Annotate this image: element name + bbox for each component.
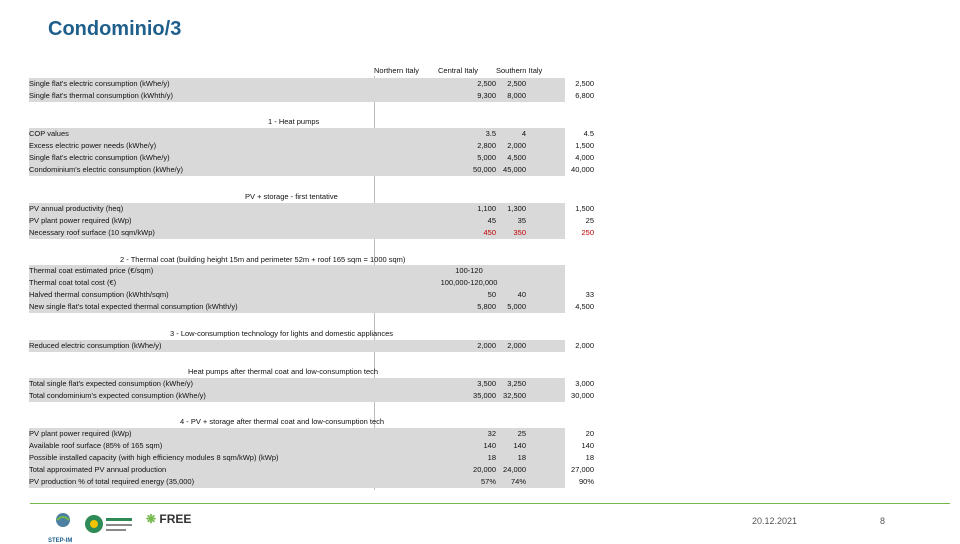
free-icon: ❋ <box>146 512 157 526</box>
value-south: 18 <box>585 453 594 462</box>
row-label: Total condominium's expected consumption (kWhe/y) <box>29 391 206 400</box>
value-north: 20,000 <box>473 465 496 474</box>
value-central: 24,000 <box>503 465 526 474</box>
value-central: 5,000 <box>507 302 526 311</box>
row-label: Possible installed capacity (with high efficiency modules 8 sqm/kWp) (kWp) <box>29 453 279 462</box>
value-merged: 100-120 <box>455 266 483 275</box>
table-row <box>29 301 594 313</box>
slide-date: 20.12.2021 <box>752 516 798 526</box>
value-south: 140 <box>581 441 594 450</box>
row-label: Available roof surface (85% of 165 sqm) <box>29 441 163 450</box>
table-row <box>29 215 594 227</box>
section-pv-first: PV + storage - first tentative <box>245 192 338 201</box>
row-label: PV plant power required (kWp) <box>29 216 132 225</box>
table-row <box>29 78 594 90</box>
value-south: 4,500 <box>575 302 594 311</box>
value-merged: 100,000-120,000 <box>440 278 498 287</box>
value-north: 2,800 <box>477 141 496 150</box>
value-south: 33 <box>585 290 594 299</box>
value-north: 5,800 <box>477 302 496 311</box>
value-central: 1,300 <box>507 204 526 213</box>
table-row <box>29 227 594 239</box>
value-north: 50,000 <box>473 165 496 174</box>
value-north: 1,100 <box>477 204 496 213</box>
row-label: Single flat's electric consumption (kWhe/y) <box>29 79 170 88</box>
table-row <box>29 340 594 352</box>
value-south: 25 <box>585 216 594 225</box>
value-south: 30,000 <box>571 391 594 400</box>
row-label: Condominium's electric consumption (kWhe/y) <box>29 165 183 174</box>
row-label: Thermal coat total cost (€) <box>29 278 117 287</box>
table-row <box>29 428 594 440</box>
table-row <box>29 476 594 488</box>
value-south: 40,000 <box>571 165 594 174</box>
footer-divider <box>30 503 950 504</box>
value-central: 45,000 <box>503 165 526 174</box>
section-pv-after: 4 - PV + storage after thermal coat and low-consumption tech <box>180 417 385 426</box>
value-north: 57% <box>480 477 496 486</box>
row-label: Single flat's electric consumption (kWhe/y) <box>29 153 170 162</box>
row-label: Total approximated PV annual production <box>29 465 167 474</box>
table-row <box>29 440 594 452</box>
value-central: 2,000 <box>507 341 526 350</box>
row-label: Thermal coat estimated price (€/sqm) <box>29 266 154 275</box>
value-central: 74% <box>510 477 526 486</box>
free-logo <box>146 512 191 526</box>
value-north: 32 <box>487 429 496 438</box>
value-south: 20 <box>585 429 594 438</box>
table-row <box>29 464 594 476</box>
value-central: 18 <box>517 453 526 462</box>
row-label: COP values <box>29 129 69 138</box>
section-low-consumption: 3 - Low-consumption technology for lights and domestic appliances <box>170 329 394 338</box>
value-north: 9,300 <box>477 91 496 100</box>
table-row <box>29 140 594 152</box>
value-south: 3,000 <box>575 379 594 388</box>
section-thermal-coat: 2 - Thermal coat (building height 15m and perimeter 52m + roof 165 sqm = 1000 sqm) <box>120 255 406 264</box>
col-header-south: Southern Italy <box>496 66 543 75</box>
step-im-icon <box>48 512 78 536</box>
table-row <box>29 90 594 102</box>
value-central: 35 <box>517 216 526 225</box>
value-central: 25 <box>517 429 526 438</box>
col-header-central: Central Italy <box>438 66 479 75</box>
table-row <box>29 203 594 215</box>
value-central: 140 <box>513 441 526 450</box>
table-row <box>29 452 594 464</box>
table-row <box>29 128 594 140</box>
value-central: 3,250 <box>507 379 526 388</box>
value-north: 18 <box>487 453 496 462</box>
page-number: 8 <box>880 516 886 526</box>
value-central: 32,500 <box>503 391 526 400</box>
value-north: 45 <box>487 216 496 225</box>
value-north: 2,500 <box>477 79 496 88</box>
section-heat-pumps: 1 - Heat pumps <box>268 117 320 126</box>
table-row <box>29 289 594 301</box>
value-south: 1,500 <box>575 204 594 213</box>
row-label: Halved thermal consumption (kWhth/sqm) <box>29 290 169 299</box>
page-title: Condominio/3 <box>48 18 182 40</box>
value-central: 2,000 <box>507 141 526 150</box>
section-heat-pumps-after: Heat pumps after thermal coat and low-consumption tech <box>188 367 379 376</box>
value-south: 1,500 <box>575 141 594 150</box>
value-south: 250 <box>581 228 594 237</box>
value-central: 8,000 <box>507 91 526 100</box>
value-north: 2,000 <box>477 341 496 350</box>
value-central: 40 <box>517 290 526 299</box>
row-label: New single flat's total expected thermal consumption (kWhth/y) <box>29 302 238 311</box>
value-south: 4.5 <box>583 129 594 138</box>
row-label: PV plant power required (kWp) <box>29 429 132 438</box>
row-label: PV production % of total required energy (35,000) <box>29 477 195 486</box>
value-central: 4 <box>521 129 526 138</box>
value-south: 2,500 <box>575 79 594 88</box>
value-central: 2,500 <box>507 79 526 88</box>
row-label: Necessary roof surface (10 sqm/kWp) <box>29 228 155 237</box>
value-north: 450 <box>483 228 496 237</box>
value-south: 27,000 <box>571 465 594 474</box>
value-north: 5,000 <box>477 153 496 162</box>
free-label: FREE <box>159 512 192 526</box>
value-south: 6,800 <box>575 91 594 100</box>
value-north: 35,000 <box>473 391 496 400</box>
row-label: PV annual productivity (heq) <box>29 204 124 213</box>
partner-icon <box>84 512 134 536</box>
partner-logo <box>84 512 134 538</box>
row-label: Total single flat's expected consumption (kWhe/y) <box>29 379 194 388</box>
table-row <box>29 390 594 402</box>
table-row <box>29 378 594 390</box>
value-south: 4,000 <box>575 153 594 162</box>
value-north: 3.5 <box>485 129 496 138</box>
row-label: Reduced electric consumption (kWhe/y) <box>29 341 162 350</box>
row-label: Single flat's thermal consumption (kWhth/y) <box>29 91 173 100</box>
value-central: 4,500 <box>507 153 526 162</box>
step-im-label: STEP-IM <box>48 538 73 544</box>
table-row <box>29 164 594 176</box>
value-south: 90% <box>578 477 594 486</box>
row-label: Excess electric power needs (kWhe/y) <box>29 141 157 150</box>
table-row <box>29 265 565 277</box>
value-north: 50 <box>487 290 496 299</box>
table-row <box>29 152 594 164</box>
value-north: 140 <box>483 441 496 450</box>
col-header-north: Northern Italy <box>374 66 420 75</box>
value-south: 2,000 <box>575 341 594 350</box>
table-row <box>29 277 565 289</box>
step-im-logo <box>48 512 78 544</box>
value-central: 350 <box>513 228 526 237</box>
value-north: 3,500 <box>477 379 496 388</box>
